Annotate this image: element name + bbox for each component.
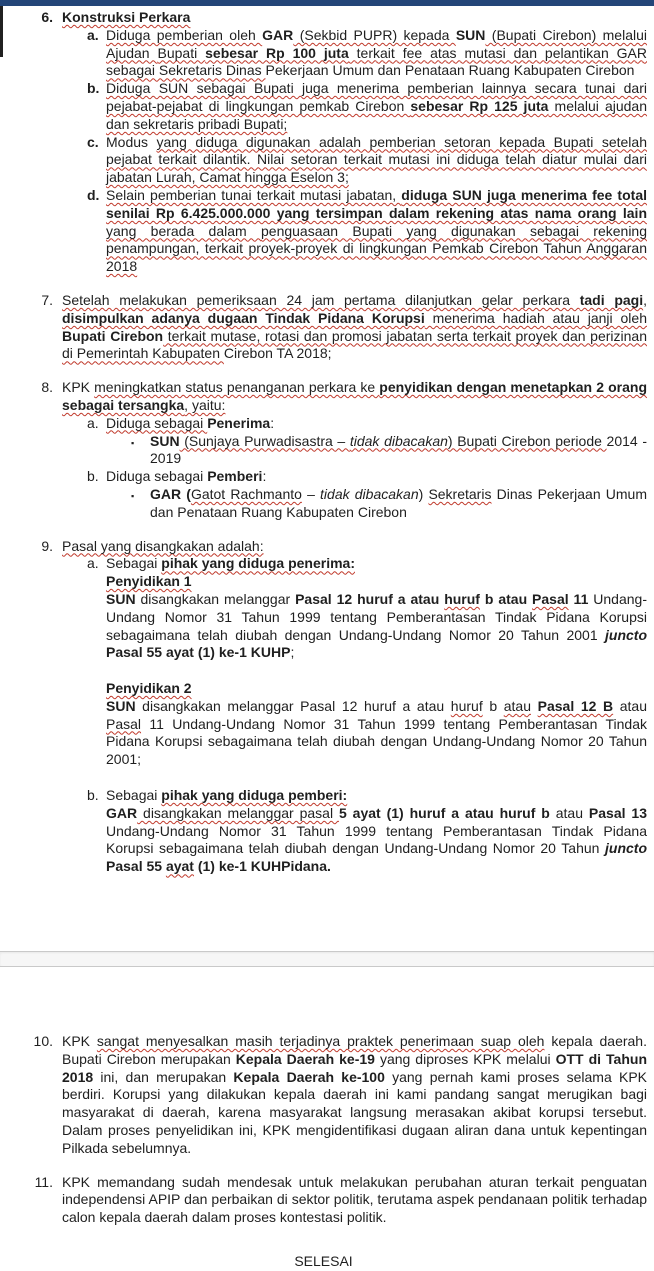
list-marker: a.: [87, 414, 99, 431]
paragraph-text: [150, 433, 647, 469]
penyidikan-2-paragraph: [0, 698, 647, 769]
text-run: 2014 - 2019: [150, 432, 647, 467]
text-run: Sebagai: [106, 787, 162, 804]
text-run: ) Bupati Cirebon periode: [447, 432, 607, 449]
text-run: ;: [290, 644, 295, 661]
paragraph-text: [106, 591, 647, 662]
text-run: Pasal 55: [106, 858, 166, 875]
text-run: Undang-Undang Nomor 31 Tahun 1999 tentang Pemberantasan Tindak Pidana Korupsi sebagaimana telah diubah dengan Undang-Undang Nomor 20 Tahun 2001: [106, 590, 647, 643]
paragraph-text: [106, 555, 647, 573]
paragraph-text: [62, 1033, 647, 1158]
item-6c: [0, 134, 647, 187]
text-run: Bupati Cirebon: [62, 327, 164, 344]
item-7: [0, 292, 647, 363]
page-2-content: [0, 1033, 647, 1227]
paragraph-text: [62, 1174, 647, 1227]
penyidikan-1-paragraph: [0, 591, 647, 662]
text-run: tidak dibacakan: [320, 485, 419, 502]
text-run: Bupati: [157, 44, 206, 61]
text-run: disangkakan melanggar pasal: [137, 804, 339, 821]
text-run: tidak dibacakan: [349, 432, 448, 449]
text-run: ): [418, 485, 429, 502]
item-9b: [0, 787, 647, 805]
text-run: GAR: [262, 26, 294, 43]
text-run: Cirebon TA 2018;: [223, 345, 332, 362]
text-run: Pasal 55 ayat (1) ke-1 KUHP: [106, 644, 291, 661]
paragraph-text: [150, 486, 647, 522]
penyidikan-1-heading: [0, 573, 647, 591]
item-8b: [0, 468, 647, 486]
paragraph-text: [106, 573, 647, 591]
text-run: Sebagai: [106, 555, 162, 572]
item-9a: [0, 555, 647, 573]
list-marker: 8.: [41, 379, 53, 396]
text-run: ini, dan merupakan: [93, 1068, 234, 1085]
item-6b: [0, 80, 647, 133]
text-run: Selain pemberian tunai terkait mutasi jabatan,: [106, 186, 402, 203]
text-run: yang pernah kami proses selama KPK berdiri. Korupsi yang dilakukan kepala daerah ini kami pandang sangat merugikan bagi masyarakat di daerah, karena masyarakat langsung merasakan akibat korupsi tersebut. Dalam proses penyelidikan ini, KPK mengidentifikasi dugaan aliran dana untuk kepentingan Pilkada sebelumnya.: [62, 1068, 647, 1156]
paragraph-text: [106, 698, 647, 769]
list-marker: a.: [87, 555, 99, 572]
text-run: GAR: [106, 804, 138, 821]
top-accent-bar: [0, 0, 654, 6]
list-marker: b.: [87, 80, 100, 97]
text-run: Pekerjaan Umum dan Penataan Ruang Kabupaten Cirebon: [265, 62, 635, 79]
document-end-label: SELESAI: [294, 1252, 353, 1269]
text-run: penguasaan Bupati yang digunakan sebagai rekening penampungan, terkait proyek-proyek di lingkungan Pemkab Cirebon Tahun Anggaran 2018: [106, 222, 647, 275]
item-9: [0, 538, 647, 556]
text-run: b atau: [479, 590, 533, 607]
text-run: Penyidikan 1: [106, 573, 192, 590]
text-run: pihak yang diduga pemberi:: [161, 787, 348, 804]
text-run: KPK: [62, 379, 95, 396]
text-run: Pasal: [106, 715, 142, 732]
list-marker: 11.: [34, 1173, 53, 1190]
text-run: juncto: [605, 840, 647, 857]
text-run: diduga SUN juga menerima fee total senilai Rp 6.425.000.000 yang tersimpan dalam rekening atas nama orang lain: [106, 186, 647, 221]
list-marker: c.: [87, 133, 99, 150]
item-8: [0, 379, 647, 415]
text-run: Pasal 13: [588, 804, 647, 821]
text-run: :: [262, 468, 267, 485]
item-6a: [0, 27, 647, 80]
text-run: Pasal: [532, 590, 569, 607]
text-run: SUN: [150, 432, 180, 449]
paragraph-text: [106, 680, 647, 698]
bullet-sun: [0, 433, 647, 469]
text-run: GAR (: [150, 485, 191, 502]
list-marker: d.: [87, 186, 100, 203]
bullet-gar: [0, 486, 647, 522]
paragraph-text: [106, 415, 647, 433]
text-run: (Sekbid PUPR) kepada: [293, 26, 456, 43]
paragraph-text: [62, 538, 647, 556]
text-run: atau: [613, 697, 648, 714]
list-marker: 9.: [41, 537, 53, 554]
text-run: Modus: [106, 133, 157, 150]
text-run: menerima hadiah atau janji oleh: [424, 309, 647, 326]
text-run: juncto: [605, 626, 647, 643]
paragraph-text: [62, 292, 647, 363]
paragraph-text: [106, 805, 647, 876]
text-run: , yaitu:: [184, 396, 226, 413]
text-run: Pasal 12 B: [537, 697, 614, 714]
item-8a: [0, 415, 647, 433]
text-run: sangat menyesalkan masih terjadinya praktek penerimaan suap oleh: [96, 1033, 545, 1049]
text-run: SUN: [455, 26, 486, 43]
text-run: Diduga sebagai: [106, 468, 208, 485]
text-run: b: [482, 697, 504, 714]
text-run: (Sunjaya Purwadisastra –: [179, 432, 350, 449]
text-run: disangkakan melanggar Pasal 12 huruf a atau: [135, 697, 451, 714]
text-run: Diduga pemberian oleh: [106, 26, 263, 43]
text-run: SUN: [106, 697, 136, 714]
text-run: KPK: [62, 1033, 97, 1049]
bullet-icon: ▪: [131, 490, 135, 501]
paragraph-text: [106, 27, 647, 80]
text-run: atau: [503, 697, 531, 714]
text-run: kepala daerah. Bupati Cirebon merupakan: [62, 1033, 647, 1067]
text-run: terkait mutase, rotasi dan promosi jabatan serta terkait proyek dan perizinan di Pemerintah Kabupaten: [62, 327, 647, 362]
text-run: Kepala Daerah ke-19: [235, 1050, 375, 1067]
text-run: 11 Undang-Undang Nomor 31 Tahun 1999 tentang Pemberantasan Tindak Pidana Korupsi sebagaimana telah diubah dengan Undang-Undang Nomor 20 Tahun 2001;: [106, 715, 647, 768]
item-11: [0, 1174, 647, 1227]
text-run: Penerima: [207, 414, 271, 431]
text-run: Penyidikan 2: [106, 680, 192, 697]
text-run: Diduga sebagai: [106, 414, 208, 431]
paragraph-text: [106, 187, 647, 276]
text-run: (1) ke-1 KUHPidana.: [193, 858, 331, 875]
text-run: yang diproses KPK melalui: [374, 1050, 556, 1067]
text-run: Kepala Daerah ke-100: [233, 1068, 385, 1085]
list-marker: 7.: [41, 291, 53, 308]
text-run: KPK memandang sudah mendesak untuk melakukan perubahan aturan terkait penguatan independensi APIP dan perbaikan di sektor politik, terutama aspek pendanaan politik terhadap calon kepala daerah dalam proses kontestasi politik.: [62, 1173, 647, 1226]
text-run: huruf: [444, 590, 480, 607]
text-run: meningkatkan status penanganan perkara ke: [94, 379, 380, 396]
item-10: [0, 1033, 647, 1158]
text-run: disimpulkan adanya dugaan Tindak Pidana Korupsi: [62, 309, 425, 326]
paragraph-text: [106, 134, 647, 187]
text-run: Pasal yang disangkakan adalah:: [62, 537, 264, 554]
bullet-icon: ▪: [131, 437, 135, 448]
text-run: Dinas Pekerjaan Umum dan Penataan Ruang Kabupaten Cirebon: [150, 485, 647, 520]
text-run: yang diduga digunakan adalah pemberian setoran kepada Bupati setelah pejabat terkait dilantik. Nilai setoran terkait mutasi ini diduga telah diatur mulai dari jabatan Lurah, Camat hingga Eselon 3;: [106, 133, 647, 186]
text-run: sebesar Rp 125 juta: [410, 97, 549, 114]
text-run: Setelah melakukan pemeriksaan 24 jam pertama dilanjutkan gelar perkara: [62, 291, 580, 308]
text-run: Undang-Undang Nomor 31 Tahun 1999 tentang Pemberantasan Tindak Pidana Korupsi sebagaimana telah diubah dengan Undang-Undang Nomor 20 Tahun: [106, 822, 647, 857]
text-run: –: [301, 485, 321, 502]
page-break-divider: [0, 951, 654, 967]
text-run: huruf: [450, 697, 483, 714]
list-marker: b.: [87, 468, 99, 485]
text-run: [531, 698, 538, 714]
text-run: disangkakan melanggar: [135, 590, 296, 607]
gar-paragraph: [0, 805, 647, 876]
text-run: Gatot Rachmanto: [190, 485, 302, 502]
text-run: terkait fee atas mutasi dan pelantikan GAR sebagai Sekretaris Dinas: [106, 44, 647, 79]
text-run: OTT di Tahun 2018: [62, 1050, 647, 1085]
text-run: melalui ajudan dan sekretaris pribadi Bupati;: [106, 97, 647, 132]
text-run: tadi pagi: [579, 291, 644, 308]
list-marker: 10.: [33, 1033, 53, 1049]
list-marker: b.: [87, 787, 99, 804]
text-run: ,: [643, 291, 648, 308]
text-run: atau: [549, 804, 589, 821]
text-run: Pemberi: [207, 468, 263, 485]
text-run: pihak yang diduga penerima:: [161, 555, 355, 572]
text-run: penyidikan dengan menetapkan 2 orang sebagai tersangka: [62, 379, 648, 413]
paragraph-text: [106, 787, 647, 805]
text-run: ayat: [165, 858, 194, 875]
text-run: Pasal 12 huruf a atau: [295, 590, 445, 607]
penyidikan-2-heading: [0, 680, 647, 698]
list-marker: 6.: [41, 9, 53, 25]
list-marker: a.: [87, 26, 99, 43]
text-run: yang berada dalam: [106, 222, 261, 239]
text-run: 11: [568, 590, 589, 607]
paragraph-text: [106, 80, 647, 133]
text-run: Konstruksi Perkara: [62, 9, 191, 25]
window-edge-artifact: [0, 0, 3, 57]
text-run: 5 ayat (1) huruf a atau huruf b: [338, 804, 550, 821]
text-run: Diduga SUN sebagai Bupati juga menerima pemberian lainnya secara tunai dari pejabat-pejabat di lingkungan pemkab Cirebon: [106, 80, 647, 114]
text-run: (Bupati Cirebon) melalui Ajudan: [106, 26, 647, 61]
text-run: :: [270, 414, 275, 431]
paragraph-text: [106, 468, 647, 486]
item-6-heading: [0, 9, 647, 27]
text-run: SUN: [106, 590, 136, 607]
text-run: sebesar Rp 100 juta: [205, 44, 349, 61]
text-run: Sekretaris: [428, 485, 492, 502]
item-6d: [0, 187, 647, 276]
document-page-2: [0, 967, 654, 1271]
paragraph-text: [62, 9, 647, 27]
paragraph-text: [62, 379, 647, 415]
